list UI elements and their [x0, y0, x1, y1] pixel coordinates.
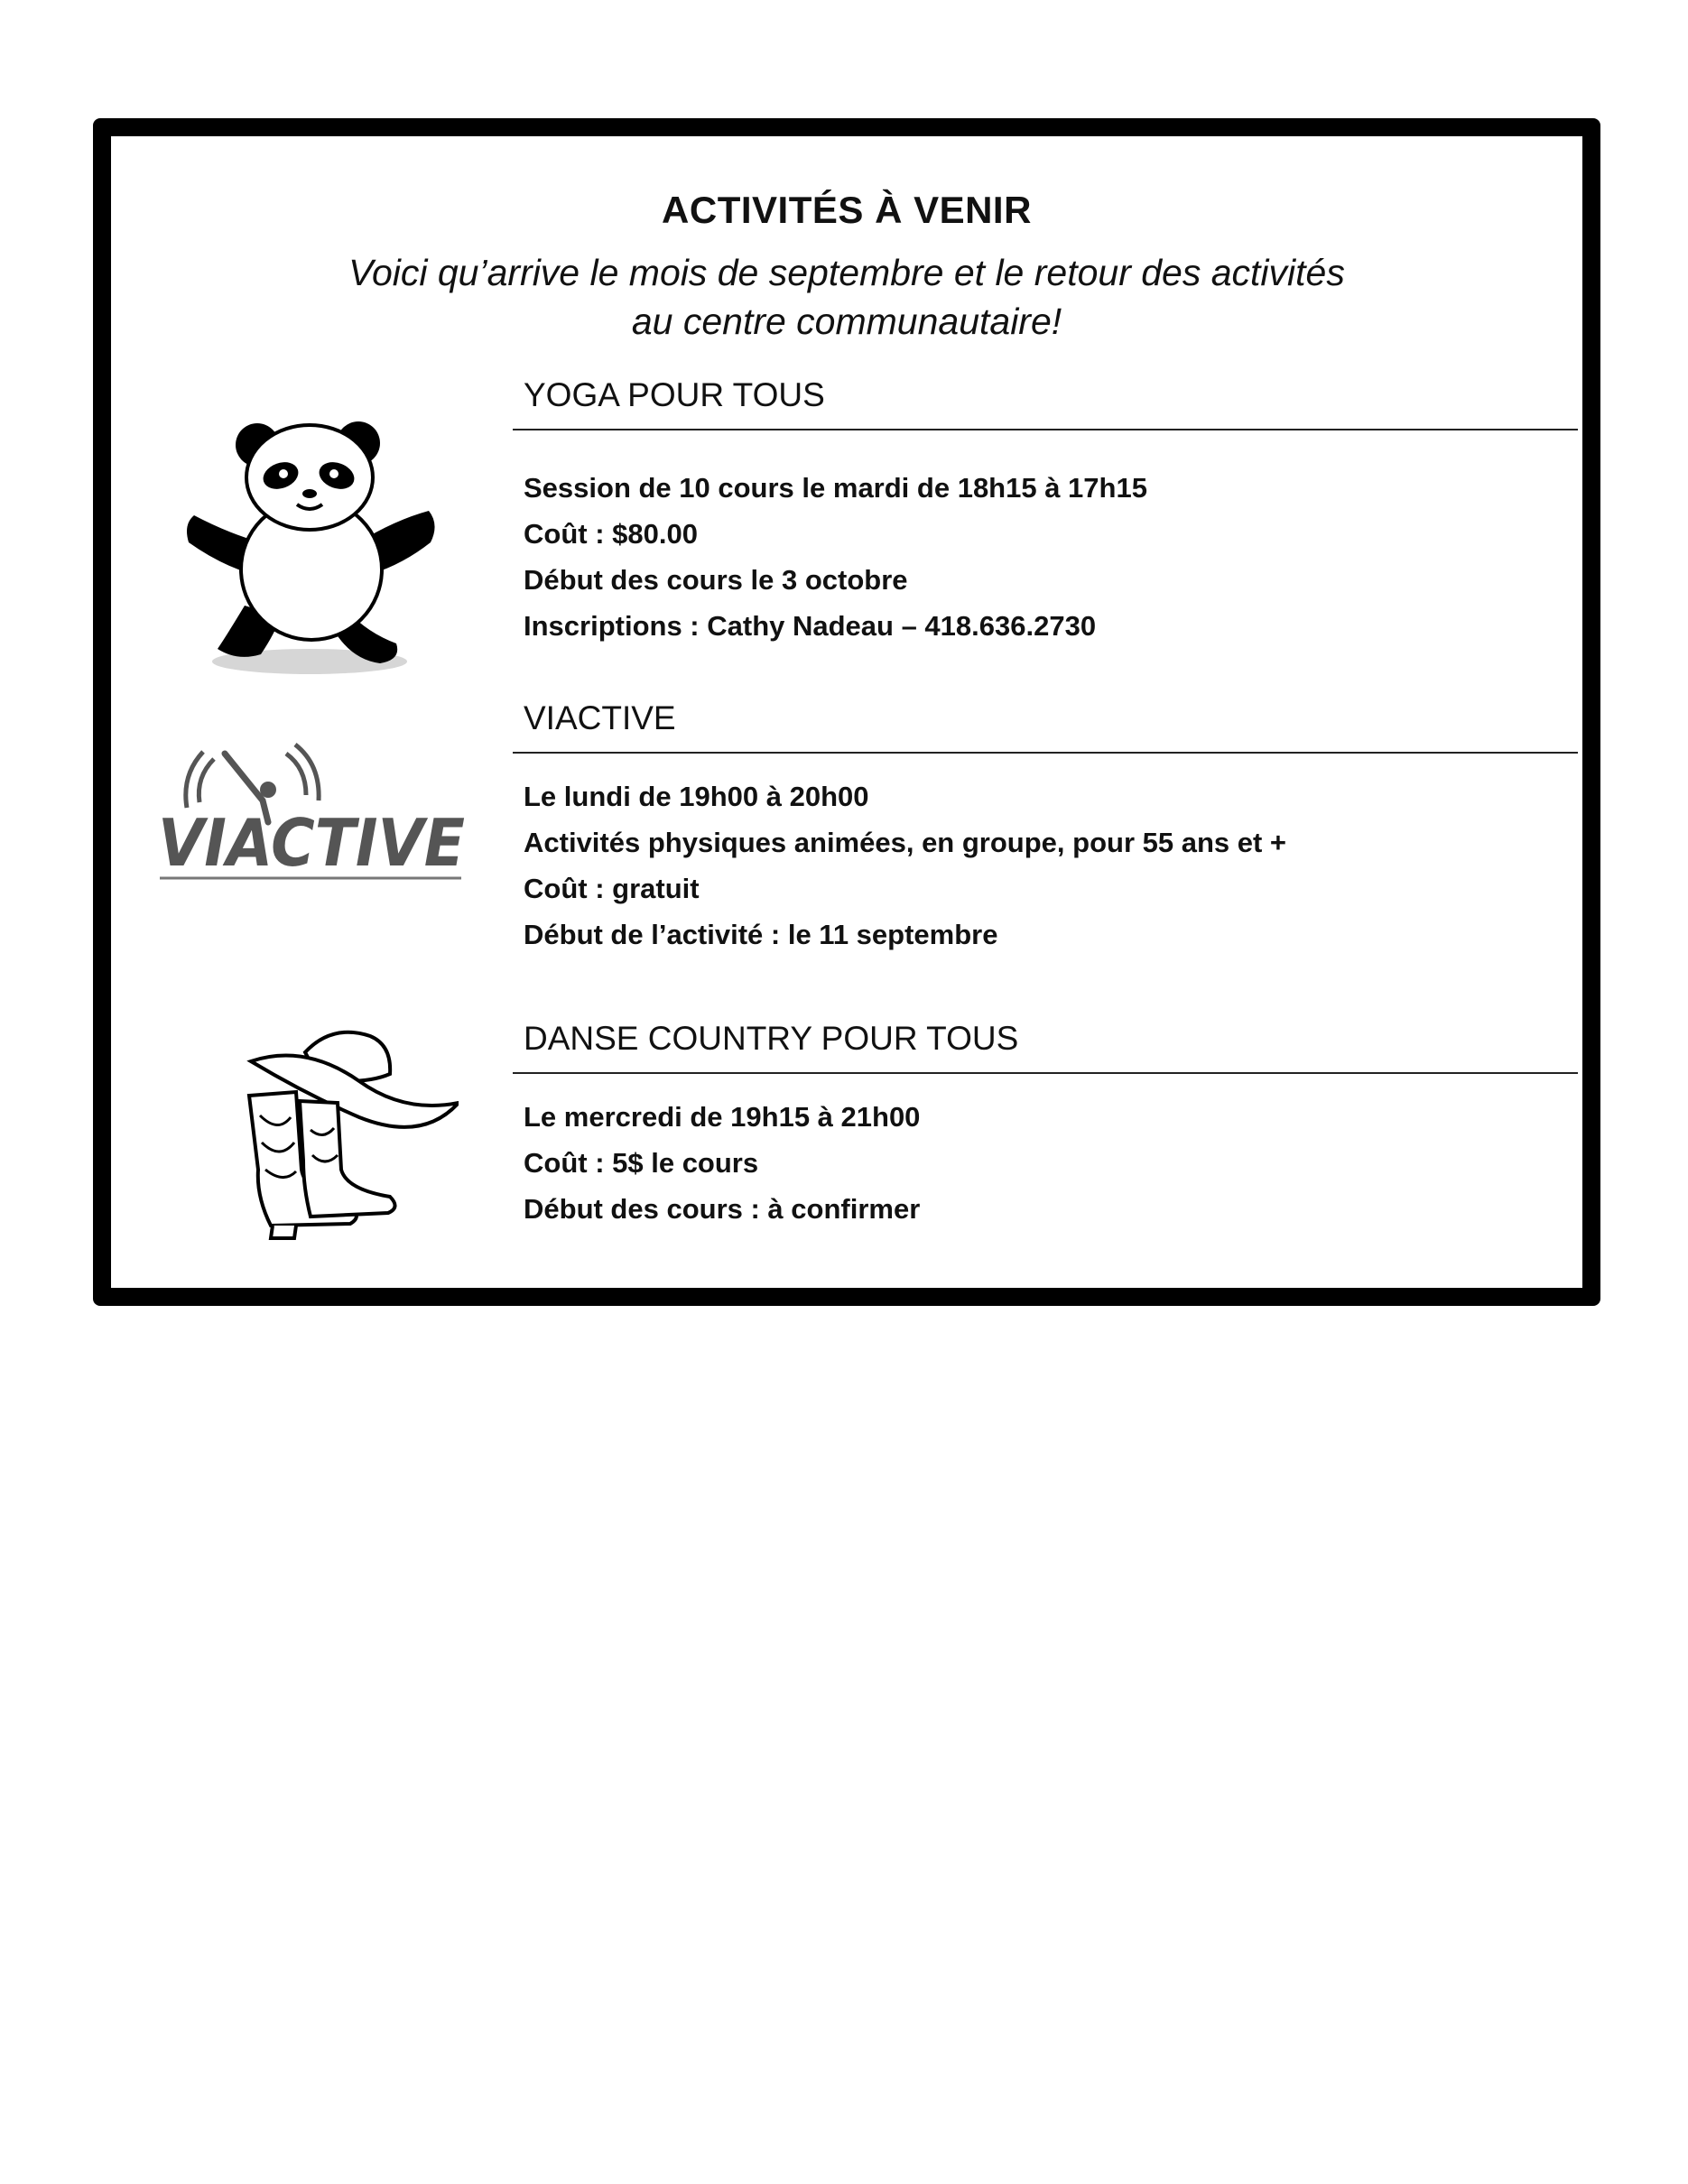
info-line: Début des cours le 3 octobre	[524, 564, 908, 596]
info-line: Le lundi de 19h00 à 20h00	[524, 781, 869, 812]
info-line: Le mercredi de 19h15 à 21h00	[524, 1101, 921, 1133]
panda-icon	[174, 407, 445, 678]
viactive-logo-text: VIACTIVE	[158, 805, 465, 881]
section-yoga	[513, 376, 1578, 649]
info-line: Début de l’activité : le 11 septembre	[524, 919, 998, 950]
page-title: ACTIVITÉS À VENIR	[662, 189, 1032, 231]
info-line: Coût : gratuit	[524, 873, 700, 904]
section-danse-country	[513, 1020, 1578, 1232]
info-line: Inscriptions : Cathy Nadeau – 418.636.2730	[524, 610, 1097, 642]
section-viactive	[513, 699, 1578, 958]
section-heading: YOGA POUR TOUS	[513, 376, 1578, 430]
subtitle-line-2: au centre communautaire!	[631, 301, 1062, 342]
activities-frame	[93, 118, 1600, 1306]
subtitle-line-1: Voici qu’arrive le mois de septembre et le retour des activités	[348, 252, 1345, 293]
info-line: Activités physiques animées, en groupe, pour 55 ans et +	[524, 827, 1287, 858]
info-line: Session de 10 cours le mardi de 18h15 à 17h15	[524, 472, 1147, 504]
page-subtitle	[111, 248, 1582, 346]
cowboy-boots-icon	[197, 1016, 459, 1242]
viactive-logo-icon	[151, 732, 476, 885]
info-line: Début des cours : à confirmer	[524, 1193, 921, 1225]
info-line: Coût : $80.00	[524, 518, 698, 550]
section-heading: VIACTIVE	[513, 699, 1578, 754]
section-heading: DANSE COUNTRY POUR TOUS	[513, 1020, 1578, 1074]
info-line: Coût : 5$ le cours	[524, 1147, 759, 1179]
